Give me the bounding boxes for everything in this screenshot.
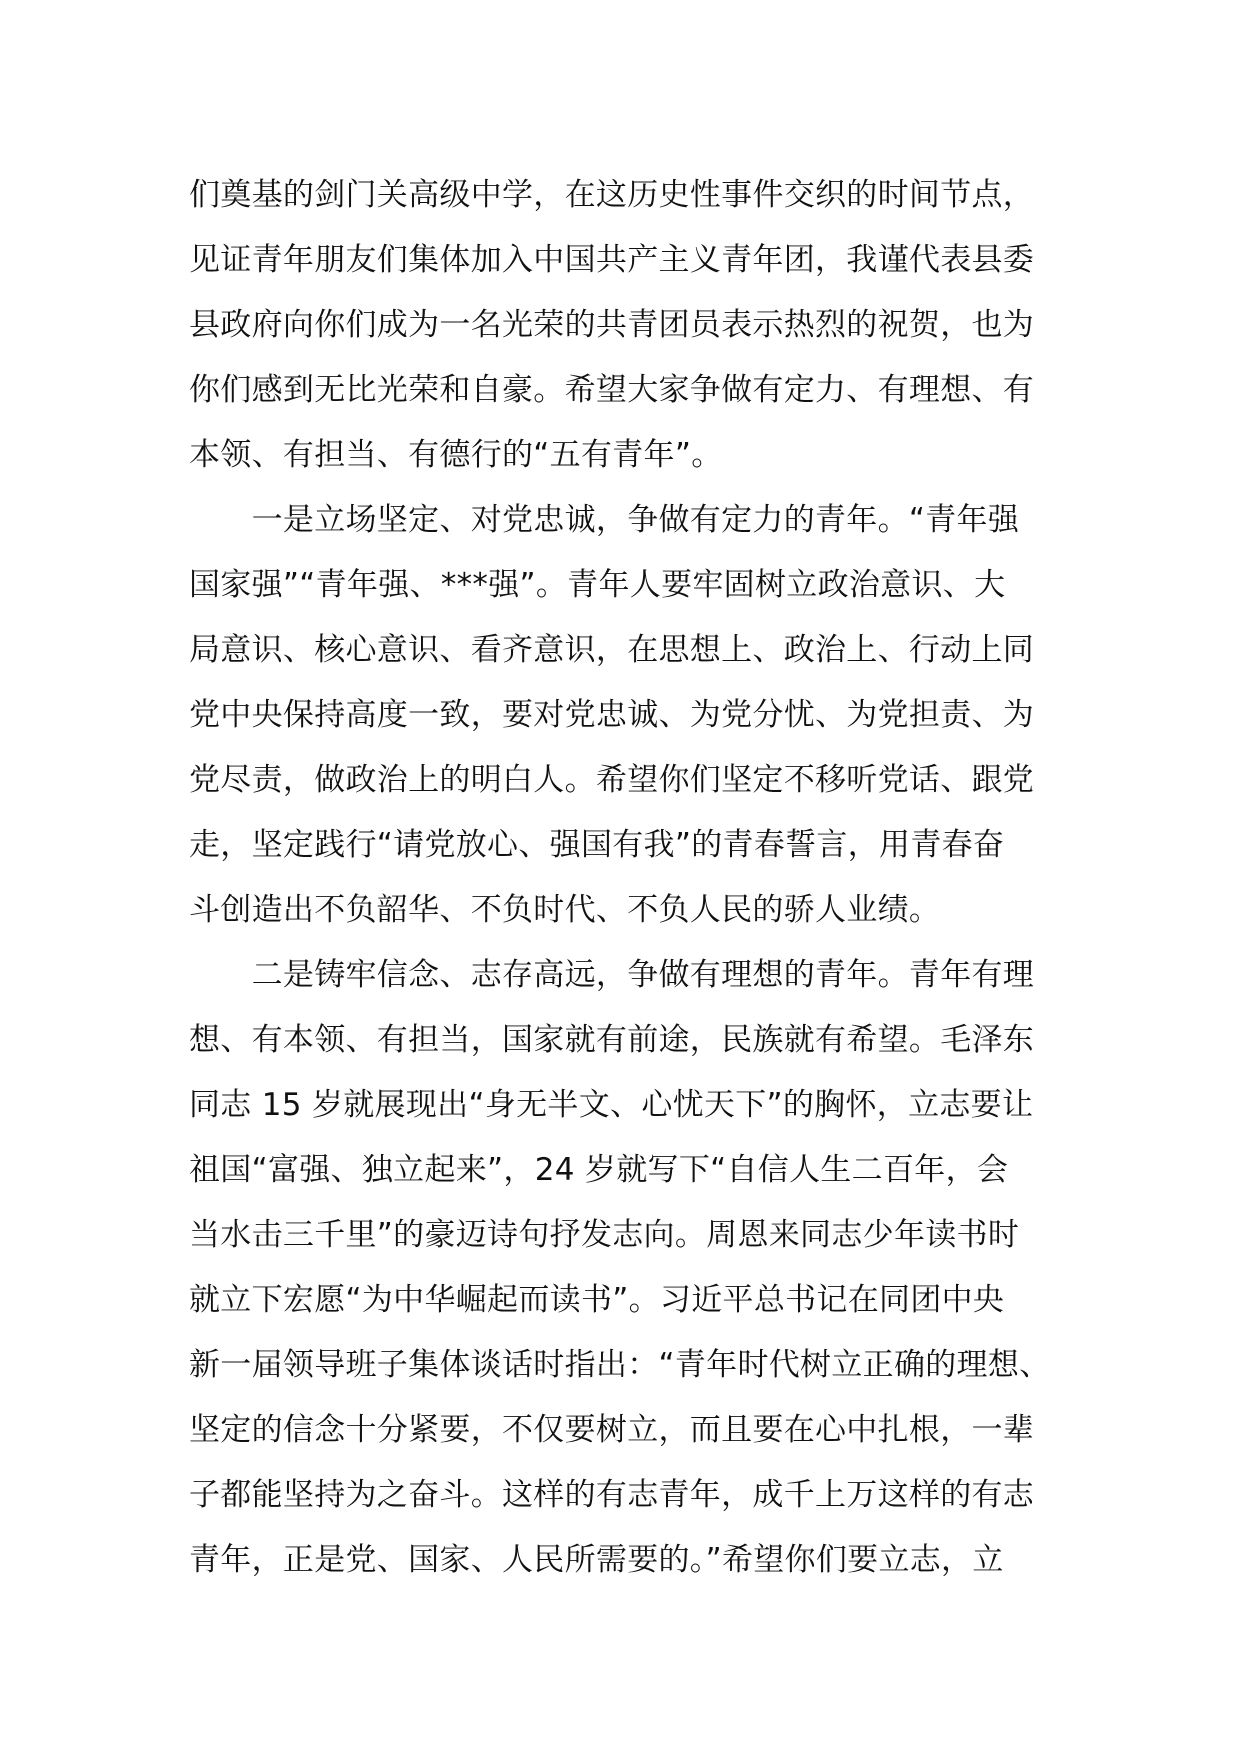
body-text bbox=[189, 163, 1069, 1593]
text-line: 本领、有担当、有德行的“五有青年”。 bbox=[189, 437, 723, 473]
text-line: 见证青年朋友们集体加入中国共产主义青年团，我谨代表县委 bbox=[189, 242, 1035, 278]
text-line: 们奠基的剑门关高级中学，在这历史性事件交织的时间节点， bbox=[189, 177, 1035, 213]
text-line: 二是铸牢信念、志存高远，争做有理想的青年。青年有理 bbox=[189, 957, 1035, 993]
text-line: 想、有本领、有担当，国家就有前途，民族就有希望。毛泽东 bbox=[189, 1022, 1035, 1058]
text-line: 就立下宏愿“为中华崛起而读书”。习近平总书记在同团中央 bbox=[189, 1282, 1005, 1318]
text-line: 子都能坚持为之奋斗。这样的有志青年，成千上万这样的有志 bbox=[189, 1477, 1035, 1513]
text-line: 当水击三千里”的豪迈诗句抒发志向。周恩来同志少年读书时 bbox=[189, 1217, 1020, 1253]
text-line: 党尽责，做政治上的明白人。希望你们坚定不移听党话、跟党 bbox=[189, 762, 1035, 798]
text-line: 你们感到无比光荣和自豪。希望大家争做有定力、有理想、有 bbox=[189, 372, 1035, 408]
text-line: 斗创造出不负韶华、不负时代、不负人民的骄人业绩。 bbox=[189, 892, 941, 928]
text-line: 国家强”“青年强、***强”。青年人要牢固树立政治意识、大 bbox=[189, 567, 1006, 603]
text-line: 青年，正是党、国家、人民所需要的。”希望你们要立志，立 bbox=[189, 1542, 1004, 1578]
text-line: 一是立场坚定、对党忠诚，争做有定力的青年。“青年强 bbox=[189, 502, 1020, 538]
text-line: 县政府向你们成为一名光荣的共青团员表示热烈的祝贺，也为 bbox=[189, 307, 1035, 343]
text-line: 局意识、核心意识、看齐意识，在思想上、政治上、行动上同 bbox=[189, 632, 1035, 668]
text-line: 新一届领导班子集体谈话时指出：“青年时代树立正确的理想、 bbox=[189, 1347, 1051, 1383]
text-line: 祖国“富强、独立起来”，24 岁就写下“自信人生二百年，会 bbox=[189, 1152, 1009, 1188]
text-line: 党中央保持高度一致，要对党忠诚、为党分忧、为党担责、为 bbox=[189, 697, 1035, 733]
text-line: 走，坚定践行“请党放心、强国有我”的青春誓言，用青春奋 bbox=[189, 827, 1005, 863]
text-line: 同志 15 岁就展现出“身无半文、心忧天下”的胸怀，立志要让 bbox=[189, 1087, 1034, 1123]
text-line: 坚定的信念十分紧要，不仅要树立，而且要在心中扎根，一辈 bbox=[189, 1412, 1035, 1448]
